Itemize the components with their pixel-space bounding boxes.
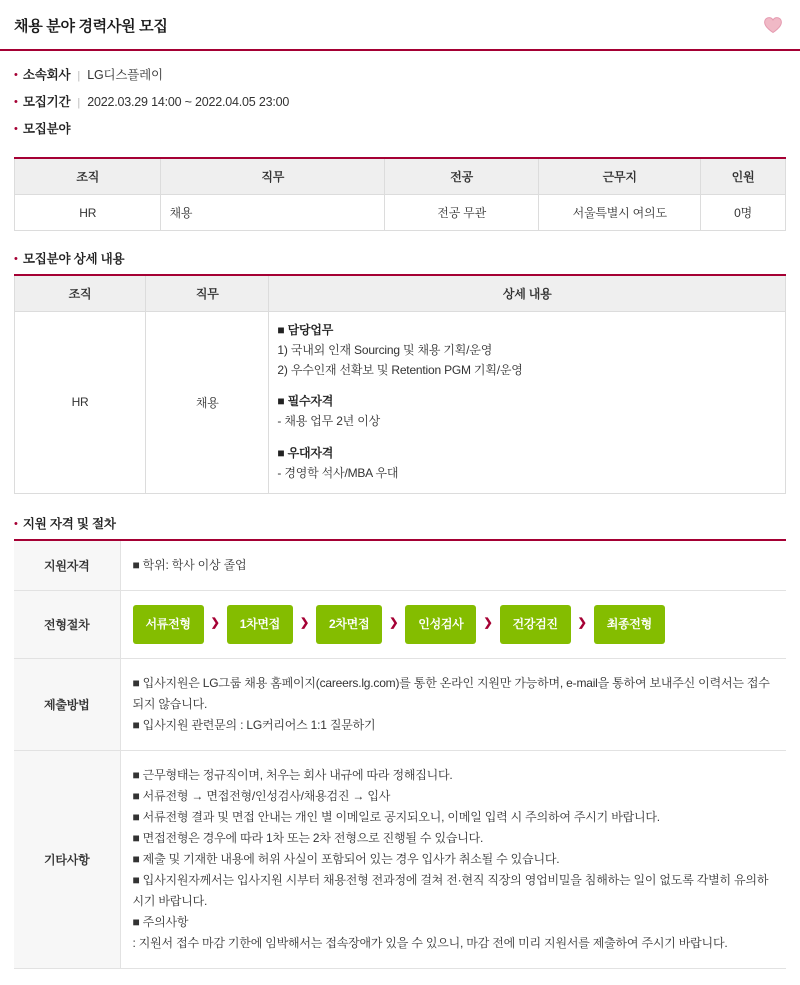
meta-value-company: LG디스플레이 [87,68,163,82]
bullet-icon: • [14,517,18,530]
cell-job: 채용 [146,312,269,494]
bullet-icon: • [14,123,18,135]
col-org: 조직 [15,158,161,195]
row-label-submission: 제출방법 [14,658,120,750]
meta-label-period: 모집기간 [22,95,71,109]
section-heading-apply [0,510,800,532]
row-label-process: 전형절차 [14,590,120,658]
text-line: ■ 입사지원 관련문의 : LG커리어스 1:1 질문하기 [132,717,376,732]
chevron-right-icon: ❯ [577,617,587,630]
apply-row-submission [14,658,786,750]
step-document-screening: 서류전형 [133,605,204,644]
text-line: ■ 제출 및 기재한 내용에 허위 사실이 포함되어 있는 경우 입사가 취소될 수 있습니다. [132,851,560,866]
apply-table-wrap [0,532,800,985]
table-row [15,312,786,494]
page-title: 채용 분야 경력사원 모집 [14,17,168,35]
detail-line: - 경영학 석사/MBA 우대 [277,465,399,480]
step-first-interview: 1차면접 [227,605,293,644]
text-line: ■ 학위: 학사 이상 졸업 [132,557,247,572]
recruit-detail-table [14,274,786,494]
col-job: 직무 [161,158,385,195]
col-job: 직무 [146,275,269,312]
meta-label-company: 소속회사 [22,68,71,82]
apply-table [14,539,786,969]
table-header-row [15,275,786,312]
text-line: ■ 면접전형은 경우에 따라 1차 또는 2차 전형으로 진행될 수 있습니다. [132,830,484,845]
detail-heading: ■ 우대자격 [277,445,334,460]
text-line: ■ 입사지원자께서는 입사지원 시부터 채용전형 전과정에 걸쳐 전·현직 직장의 영업비밀을 침해하는 일이 없도록 각별히 유의하시기 바랍니다. [132,872,769,908]
cell-headcount: 0명 [701,195,786,231]
col-location: 근무지 [539,158,701,195]
row-label-qualification: 지원자격 [14,540,120,591]
col-major: 전공 [385,158,539,195]
detail-line: 2) 우수인재 선확보 및 Retention PGM 기획/운영 [277,362,523,377]
bullet-icon: • [14,253,18,265]
text-line: ■ 근무형태는 정규직이며, 처우는 회사 내규에 따라 정해집니다. [132,767,453,782]
meta-list [0,51,800,150]
col-detail: 상세 내용 [269,275,786,312]
divider: | [77,97,81,109]
section-heading-recruit-field [14,119,786,137]
section-title: 지원 자격 및 절차 [22,516,116,531]
detail-heading: ■ 담당업무 [277,323,334,337]
meta-row-period [14,92,786,110]
text-line: ■ 입사지원은 LG그룹 채용 홈페이지(careers.lg.com)를 통한 온라인 지원만 가능하며, e-mail을 통하여 보내주신 이력서는 접수되지 않습니다. [132,675,770,711]
chevron-right-icon: ❯ [299,617,309,630]
text-line: ■ 서류전형 결과 및 면접 안내는 개인 별 이메일로 공지되오니, 이메일 입력 시 주의하여 주시기 바랍니다. [132,809,660,824]
meta-value-period: 2022.03.29 14:00 ~ 2022.04.05 23:00 [87,95,290,109]
recruit-detail-table-wrap [0,267,800,494]
detail-line: 1) 국내외 인재 Sourcing 및 채용 기획/운영 [277,342,493,357]
detail-block-duties [277,321,777,380]
cell-org: HR [15,312,146,494]
cell-job: 채용 [161,195,385,231]
row-body-submission [120,658,786,750]
detail-block-preferred [277,444,777,484]
row-body-qualification [120,540,786,591]
text-line: ■ 서류전형 → 면접전형/인성검사/채용검진 → 입사 [132,788,391,803]
cell-location: 서울특별시 여의도 [539,195,701,231]
detail-heading: ■ 필수자격 [277,394,334,409]
detail-block-required [277,392,777,432]
step-final-screening: 최종전형 [594,605,665,644]
section-title: 모집분야 상세 내용 [22,252,125,266]
apply-row-process [14,590,786,658]
cell-major: 전공 무관 [385,195,539,231]
recruit-field-table-wrap [0,150,800,231]
chevron-right-icon: ❯ [210,617,220,630]
step-health-checkup: 건강검진 [500,605,571,644]
chevron-right-icon: ❯ [389,617,399,630]
cell-detail [269,312,786,494]
heart-icon[interactable] [762,14,784,36]
section-title: 모집분야 [22,122,71,136]
divider: | [77,70,81,82]
row-body-process [120,590,786,658]
text-line: : 지원서 접수 마감 기한에 임박해서는 접속장애가 있을 수 있으니, 마감 전에 미리 지원서를 제출하여 주시기 바랍니다. [132,935,728,950]
recruit-field-table [14,157,786,231]
col-org: 조직 [15,275,146,312]
process-steps [133,605,775,644]
page-header [0,0,800,51]
cell-org: HR [15,195,161,231]
row-body-other [120,750,786,968]
col-headcount: 인원 [701,158,786,195]
table-header-row [15,158,786,195]
table-row [15,195,786,231]
bullet-icon: • [14,69,18,81]
step-second-interview: 2차면접 [316,605,382,644]
section-heading-recruit-detail [0,245,800,267]
bullet-icon: • [14,96,18,108]
apply-row-other [14,750,786,968]
apply-row-qualification [14,540,786,591]
text-line: ■ 주의사항 [132,914,189,929]
chevron-right-icon: ❯ [483,617,493,630]
detail-line: - 채용 업무 2년 이상 [277,414,380,429]
row-label-other: 기타사항 [14,750,120,968]
step-personality-test: 인성검사 [405,605,476,644]
meta-row-company [14,65,786,83]
